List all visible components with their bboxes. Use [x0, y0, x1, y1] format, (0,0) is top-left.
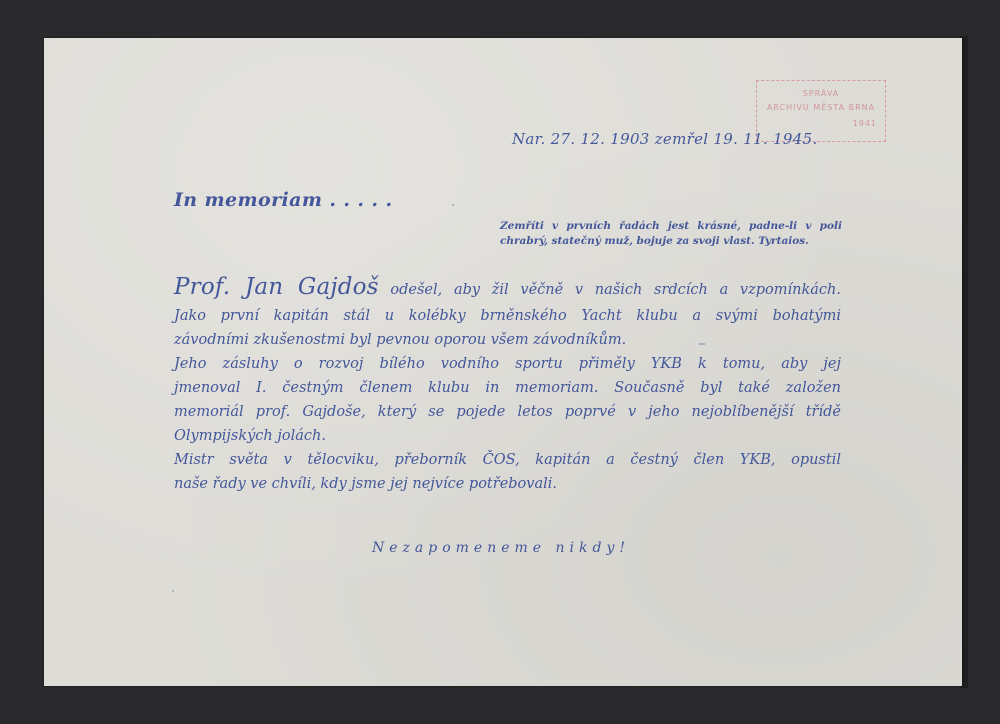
text-line: jmenoval I. čestným členem klubu in memoriam. Současně byl také založen — [174, 380, 841, 396]
pen-mark — [699, 343, 705, 345]
life-dates: Nar. 27. 12. 1903 zemřel 19. 11. 1945. — [512, 130, 818, 148]
paper-speck — [452, 204, 454, 206]
stamp-line-2: ARCHIVU MĚSTA BRNA — [766, 103, 876, 112]
opening-line — [174, 270, 841, 304]
text-line: naše řady ve chvíli, kdy jsme jej nejvíce potřebovali. — [174, 476, 558, 492]
text-line: memoriál prof. Gajdoše, který se pojede letos poprvé v jeho nejoblíbenější třídě — [174, 404, 841, 420]
honoree-name: Prof. Jan Gajdoš — [174, 274, 379, 300]
text-line: Jeho zásluhy o rozvoj bílého vodního sportu přiměly YKB k tomu, aby jej — [174, 356, 841, 372]
memorial-text — [174, 270, 841, 496]
memorial-card — [44, 38, 962, 686]
epigraph-quote: Zemříti v prvních řadách jest krásné, padne-li v poli chrabrý, statečný muž, bojuje za svoji vlast. Tyrtaios. — [500, 220, 842, 247]
text-line: Mistr světa v tělocviku, přeborník ČOS, kapitán a čestný člen YKB, opustil — [174, 452, 841, 468]
text-line: Jako první kapitán stál u kolébky brněnského Yacht klubu a svými bohatými — [174, 308, 841, 324]
stamp-line-1: SPRÁVA — [802, 89, 840, 98]
text-line: závodními zkušenostmi byl pevnou oporou všem závodníkům. — [174, 332, 627, 348]
opening-line-rest: odešel, aby žil věčně v našich srdcích a vzpomínkách. — [390, 282, 841, 298]
heading: In memoriam . . . . . — [174, 189, 393, 211]
paper-speck — [172, 590, 174, 592]
stamp-line-3: 1941 — [852, 119, 877, 128]
closing-line: Nezapomeneme nikdy! — [372, 540, 630, 556]
text-line: Olympijských jolách. — [174, 428, 326, 444]
